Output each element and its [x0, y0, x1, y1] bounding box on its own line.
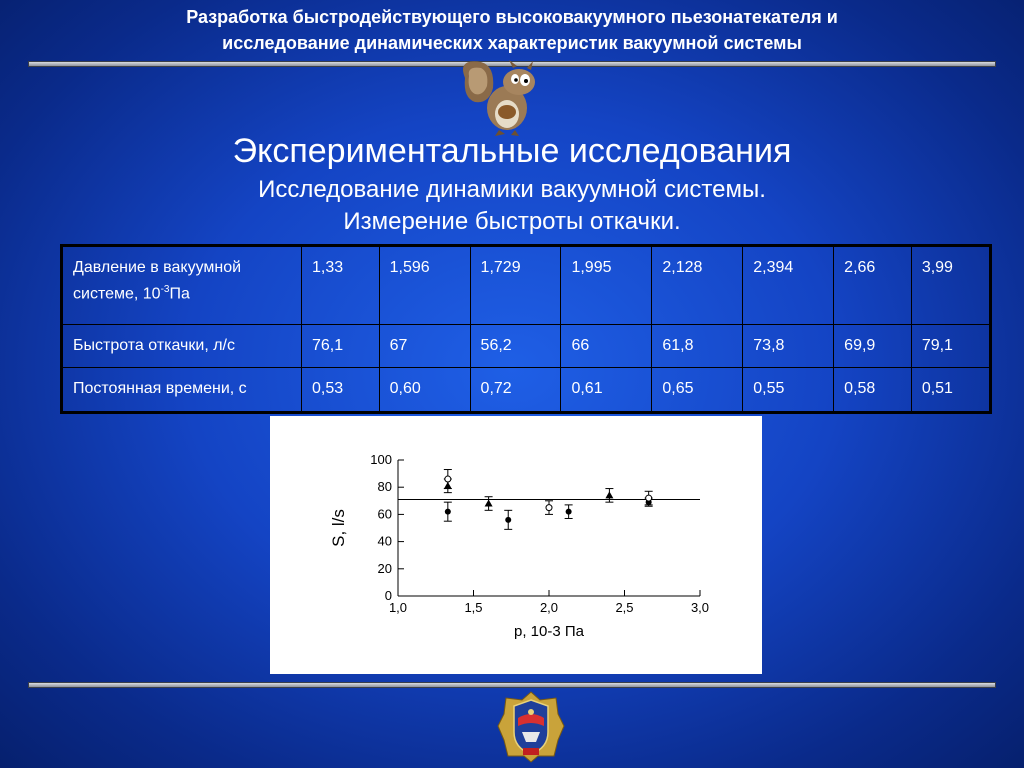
table-cell: 79,1 [911, 325, 990, 368]
table-row-pressure [62, 246, 991, 325]
pressure-label-text: Давление в вакуумной системе, 10 [73, 259, 242, 303]
table-cell: 69,9 [834, 325, 912, 368]
y-tick-label: 80 [377, 479, 392, 495]
table-cell: 2,128 [652, 246, 743, 325]
slide-header [0, 4, 1024, 56]
table-cell: 0,58 [834, 368, 912, 413]
y-tick-label: 20 [377, 560, 392, 576]
x-tick-label: 2,0 [539, 600, 559, 615]
table-cell: 0,65 [652, 368, 743, 413]
row-label-time-constant: Постоянная времени, с [62, 368, 302, 413]
table-cell: 1,729 [470, 246, 561, 325]
y-tick-label: 0 [384, 588, 392, 603]
table-cell: 0,53 [302, 368, 380, 413]
table-cell: 61,8 [652, 325, 743, 368]
table-cell: 66 [561, 325, 652, 368]
y-axis-label: S, l/s [329, 509, 348, 547]
slide-subtitle-1: Исследование динамики вакуумной системы. [258, 176, 766, 203]
pressure-label-exponent: -3 [160, 284, 170, 295]
table-cell: 2,394 [743, 246, 834, 325]
table-cell: 0,60 [379, 368, 470, 413]
pressure-label-unit: Па [169, 285, 190, 303]
chart-svg [270, 416, 762, 674]
squirrel-mascot-image [455, 58, 555, 138]
x-tick-label: 1,0 [388, 600, 408, 615]
table-cell: 1,596 [379, 246, 470, 325]
table-cell: 67 [379, 325, 470, 368]
row-label-pressure [62, 246, 302, 325]
table-cell: 0,51 [911, 368, 990, 413]
table-cell: 1,33 [302, 246, 380, 325]
y-tick-label: 100 [370, 452, 392, 467]
data-point-open-circle [546, 505, 552, 511]
data-point-triangle [605, 491, 613, 498]
data-point-filled-circle [566, 509, 572, 515]
university-crest-logo [496, 690, 566, 764]
table-row-time-constant [62, 368, 991, 413]
row-label-pumping-speed: Быстрота откачки, л/с [62, 325, 302, 368]
table-cell: 1,995 [561, 246, 652, 325]
measurements-table [60, 244, 992, 414]
x-axis-label: p, 10-3 Па [514, 623, 584, 640]
table-cell: 0,72 [470, 368, 561, 413]
data-point-open-circle [646, 495, 652, 501]
header-line-2: исследование динамических характеристик вакуумной системы [222, 33, 802, 53]
table-cell: 3,99 [911, 246, 990, 325]
table-cell: 2,66 [834, 246, 912, 325]
data-point-open-circle [445, 476, 451, 482]
y-tick-label: 60 [377, 506, 392, 522]
data-point-triangle [485, 500, 493, 507]
slide-title: Экспериментальные исследования [232, 132, 792, 170]
x-tick-label: 2,5 [615, 600, 634, 615]
x-tick-label: 3,0 [690, 600, 710, 615]
data-point-filled-circle [505, 517, 511, 523]
data-point-filled-circle [445, 509, 451, 515]
x-tick-label: 1,5 [464, 600, 483, 615]
table-cell: 56,2 [470, 325, 561, 368]
table-cell: 0,61 [561, 368, 652, 413]
y-tick-label: 40 [377, 533, 392, 549]
header-line-1: Разработка быстродействующего высоковакуумного пьезонатекателя и [186, 7, 838, 27]
table-cell: 76,1 [302, 325, 380, 368]
slide-subtitle-2: Измерение быстроты откачки. [343, 208, 681, 235]
table-cell: 0,55 [743, 368, 834, 413]
table-cell: 73,8 [743, 325, 834, 368]
bottom-divider [28, 682, 996, 688]
pumping-speed-chart [270, 416, 762, 674]
table-row-pumping-speed [62, 325, 991, 368]
